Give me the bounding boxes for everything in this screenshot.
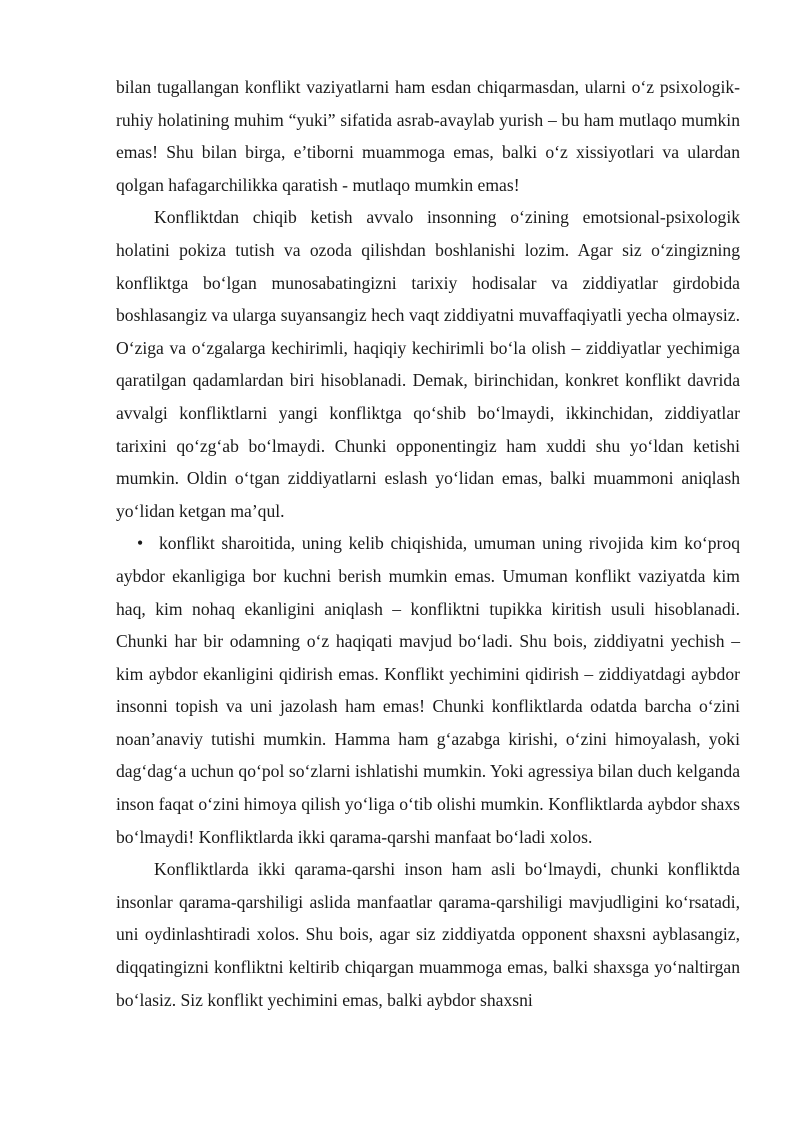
paragraph-continuation: bilan tugallangan konflikt vaziyatlarni ham esdan chiqarmasdan, ularni o‘z psixologik-ruhiy holatining muhim “yuki” sifatida asrab-avaylab yurish – bu ham mutlaqo mumkin emas! Shu bilan birga, e’tiborni muammoga emas, balki o‘z xissiyotlari va ulardan qolgan hafagarchilikka qaratish - mutlaqo mumkin emas!: [116, 77, 740, 195]
bullet-paragraph-guilt: [116, 527, 740, 853]
bullet-marker: •: [137, 533, 144, 554]
paragraph-opposing-interests: Konfliktlarda ikki qarama-qarshi inson ham asli bo‘lmaydi, chunki konfliktda insonlar qarama-qarshiligi aslida manfaatlar qarama-qarshiligi mavjudligini ko‘rsatadi, uni oydinlashtiradi xolos. Shu bois, agar siz ziddiyatda opponent shaxsni ayblasangiz, diqqatingizni konfliktni keltirib chiqargan muammoga emas, balki shaxsga yo‘naltirgan bo‘lasiz. Siz konflikt yechimini emas, balki aybdor shaxsni: [116, 859, 740, 1010]
bullet-paragraph-text: konflikt sharoitida, uning kelib chiqishida, umuman uning rivojida kim ko‘proq aybdor ekanligiga bor kuchni berish mumkin emas. Umuman konflikt vaziyatda kim haq, kim nohaq ekanligini aniqlash – konfliktni tupikka kiritish usuli hisoblanadi. Chunki har bir odamning o‘z haqiqati mavjud bo‘ladi. Shu bois, ziddiyatni yechish – kim aybdor ekanligini qidirish emas. Konflikt yechimini qidirish – ziddiyatdagi aybdor insonni topish va uni jazolash ham emas! Chunki konfliktlarda odatda barcha o‘zini noan’anaviy tutishi mumkin. Hamma ham g‘azabga kirishi, o‘zini himoyalash, yoki dag‘dag‘a uchun qo‘pol so‘zlarni ishlatishi mumkin. Yoki agressiya bilan duch kelganda inson faqat o‘zini himoya qilish yo‘liga o‘tib olishi mumkin. Konfliktlarda aybdor shaxs bo‘lmaydi! Konfliktlarda ikki qarama-qarshi manfaat bo‘ladi xolos.: [116, 533, 740, 847]
document-page: [116, 71, 740, 1016]
paragraph-conflict-exit: Konfliktdan chiqib ketish avvalo insonning o‘zining emotsional-psixologik holatini pokiza tutish va ozoda qilishdan boshlanishi lozim. Agar siz o‘zingizning konfliktga bo‘lgan munosabatingizni tarixiy hodisalar va ziddiyatlar girdobida boshlasangiz va ularga suyansangiz hech vaqt ziddiyatni muvaffaqiyatli yecha olmaysiz. O‘ziga va o‘zgalarga kechirimli, haqiqiy kechirimli bo‘la olish – ziddiyatlar yechimiga qaratilgan qadamlardan biri hisoblanadi. Demak, birinchidan, konkret konflikt davrida avvalgi konfliktlarni yangi konfliktga qo‘shib bo‘lmaydi, ikkinchidan, ziddiyatlar tarixini qo‘zg‘ab bo‘lmaydi. Chunki opponentingiz ham xuddi shu yo‘ldan ketishi mumkin. Oldin o‘tgan ziddiyatlarni eslash yo‘lidan emas, balki muammoni aniqlash yo‘lidan ketgan ma’qul.: [116, 207, 740, 521]
